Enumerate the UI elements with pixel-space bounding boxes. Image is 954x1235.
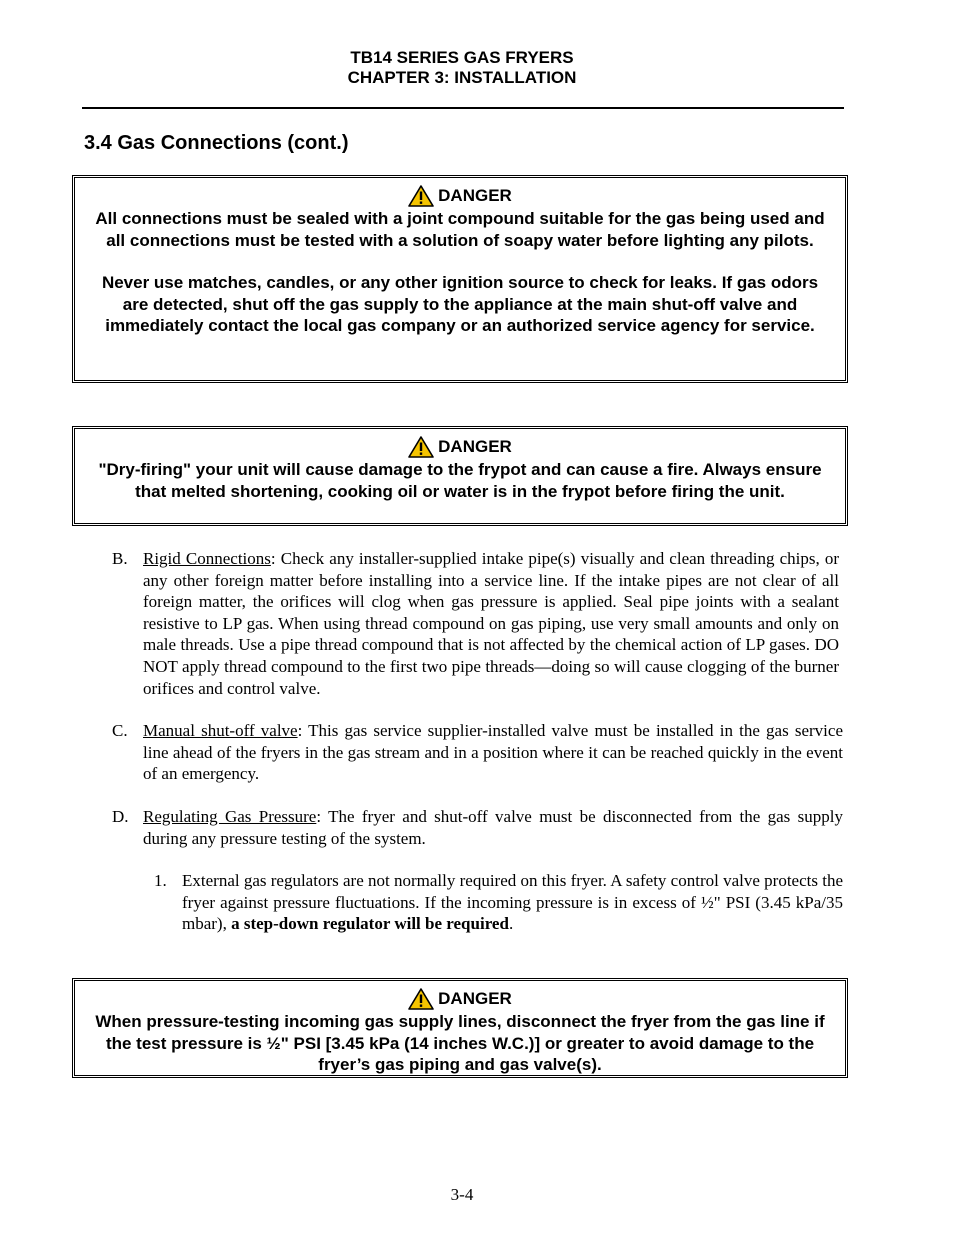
- list-marker: C.: [112, 721, 128, 740]
- item-text: : This gas service supplier-installed valve must be installed in the gas service line ahead of the fryers in the gas stream and in a position where it can be reached quickly in the event of an emergency.: [143, 721, 843, 784]
- danger-heading: [77, 987, 843, 1011]
- danger-box-2: [72, 426, 848, 526]
- list-item-content: [182, 870, 843, 935]
- danger-text: Never use matches, candles, or any other ignition source to check for leaks. If gas odors are detected, shut off the gas supply to the appliance at the main shut-off valve and immediately contact the local gas company or an authorized service agency for service.: [101, 273, 819, 336]
- item-emphasis: a step-down regulator will be required: [231, 914, 509, 934]
- list-item-content: [143, 806, 843, 849]
- page-number: 3-4: [450, 1185, 474, 1204]
- danger-text: All connections must be sealed with a joint compound suitable for the gas being used and all connections must be tested with a solution of soapy water before lighting any pilots.: [95, 209, 825, 250]
- danger-label: DANGER: [438, 989, 512, 1009]
- danger-heading: [77, 435, 843, 459]
- list-item-content: [143, 548, 839, 699]
- item-text-end: .: [508, 914, 514, 934]
- item-text: External gas regulators are not normally required on this fryer. A safety control valve protects the fryer against pressure fluctuations. If the incoming pressure is in excess of ½" PSI (3.45 kPa/35 mbar),: [182, 871, 843, 934]
- list-marker: D.: [112, 807, 129, 826]
- list-item-content: [143, 720, 843, 785]
- item-text: : The fryer and shut-off valve must be disconnected from the gas supply during any pressure testing of the system.: [143, 807, 843, 848]
- item-title: Rigid Connections: [143, 549, 271, 568]
- danger-text: "Dry-firing" your unit will cause damage to the frypot and can cause a fire. Always ensure that melted shortening, cooking oil or water is in the frypot before firing the unit.: [98, 460, 822, 501]
- danger-label: DANGER: [438, 186, 512, 206]
- item-text: : Check any installer-supplied intake pipe(s) visually and clean threading chips, or any other foreign matter before installing into a service line. If the intake pipes are not clear of all foreign matter, the orifices will clog when gas pressure is applied. Seal pipe joints with a sealant resistive to LP gas. When using thread compound on gas piping, use very small amounts and only on male threads. Use a pipe thread compound that is not affected by the chemical action of LP gases. DO NOT apply thread compound to the first two pipe threads—doing so will cause clogging of the burner orifices and control valve.: [143, 549, 839, 698]
- header-title: TB14 SERIES GAS FRYERS: [350, 48, 574, 67]
- item-title: Manual shut-off valve: [143, 721, 298, 740]
- danger-box-3: [72, 978, 848, 1078]
- list-marker: 1.: [154, 871, 167, 890]
- warning-triangle-icon: [408, 988, 434, 1010]
- danger-label: DANGER: [438, 437, 512, 457]
- section-title: 3.4 Gas Connections (cont.): [84, 132, 349, 154]
- danger-box-1: [72, 175, 848, 383]
- warning-triangle-icon: [408, 436, 434, 458]
- header-rule: [82, 107, 844, 109]
- danger-text: When pressure-testing incoming gas supply lines, disconnect the fryer from the gas line if the test pressure is ½" PSI [3.45 kPa (14 inches W.C.)] or greater to avoid damage to the fryer’s gas piping and gas valve(s).: [95, 1012, 825, 1075]
- warning-triangle-icon: [408, 185, 434, 207]
- danger-heading: [77, 184, 843, 208]
- header-chapter: CHAPTER 3: INSTALLATION: [347, 68, 577, 87]
- item-title: Regulating Gas Pressure: [143, 807, 317, 826]
- list-marker: B.: [112, 549, 128, 568]
